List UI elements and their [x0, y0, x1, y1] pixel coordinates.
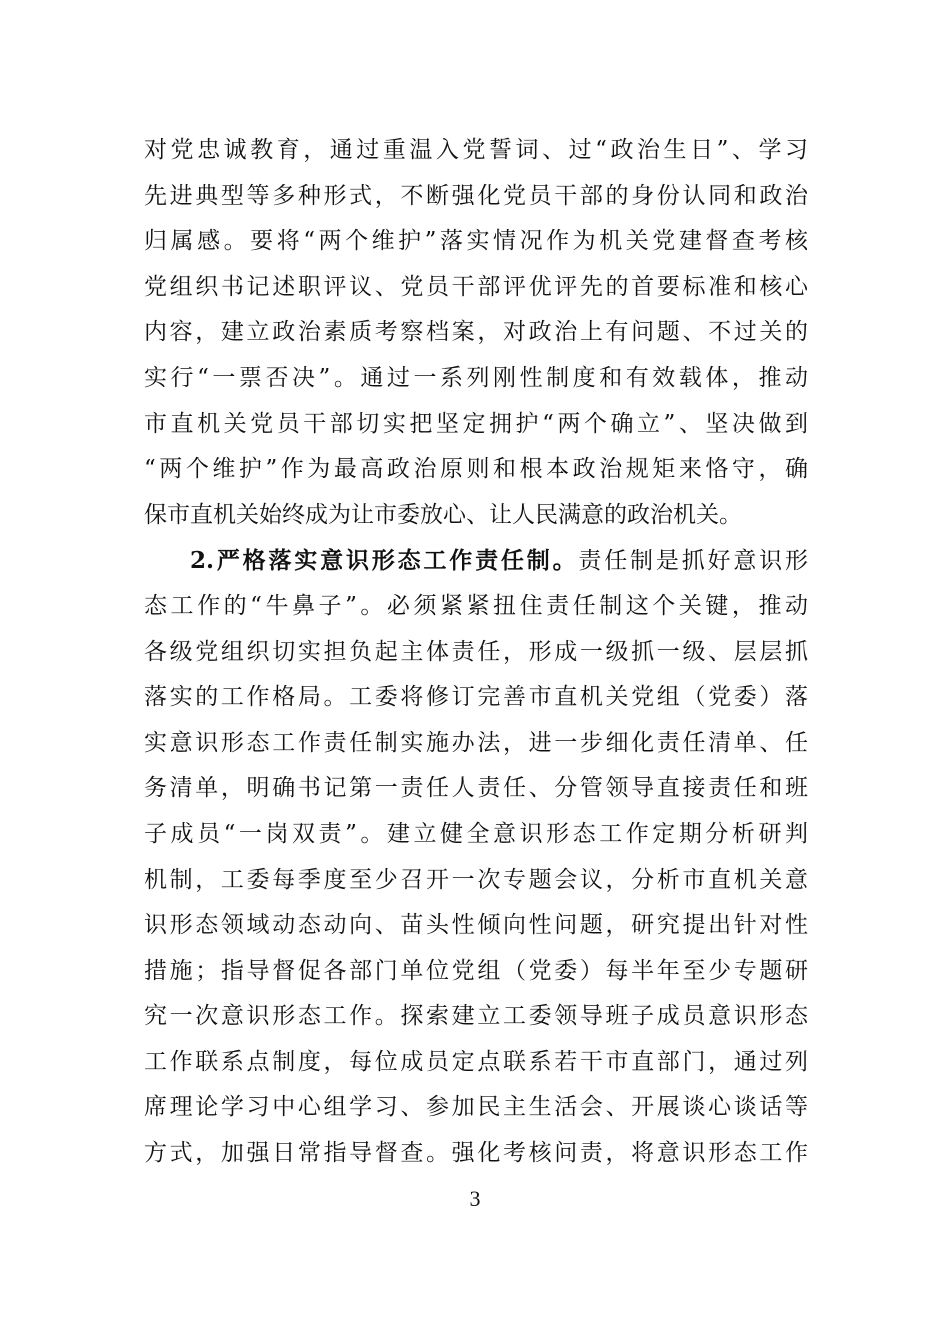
- paragraph-line: 落实的工作格局。工委将修订完善市直机关党组（党委）落: [144, 684, 808, 711]
- paragraph-line: 方式，加强日常指导督查。强化考核问责，将意识形态工作: [144, 1140, 808, 1167]
- paragraph-line: 席理论学习中心组学习、参加民主生活会、开展谈心谈话等: [144, 1094, 808, 1121]
- paragraph-line: 子成员“一岗双责”。建立健全意识形态工作定期分析研判: [144, 820, 808, 847]
- section-heading-line: [144, 538, 808, 584]
- paragraph-line: 态工作的“牛鼻子”。必须紧紧扭住责任制这个关键，推动: [144, 592, 808, 619]
- paragraph-line: 机制，工委每季度至少召开一次专题会议，分析市直机关意: [144, 866, 808, 893]
- page-number: 3: [469, 1186, 481, 1211]
- paragraph-line: 保市直机关始终成为让市委放心、让人民满意的政治机关。: [144, 501, 742, 528]
- section-heading: 2.严格落实意识形态工作责任制。: [190, 547, 579, 575]
- paragraph-line: 识形态领域动态动向、苗头性倾向性问题，研究提出针对性: [144, 912, 808, 939]
- paragraph-line: 党组织书记述职评议、党员干部评优评先的首要标准和核心: [144, 273, 808, 300]
- paragraph-line: 市直机关党员干部切实把坚定拥护“两个确立”、坚决做到: [144, 410, 808, 437]
- paragraph-line: 各级党组织切实担负起主体责任，形成一级抓一级、层层抓: [144, 638, 808, 665]
- paragraph-line: 实意识形态工作责任制实施办法，进一步细化责任清单、任: [144, 729, 808, 756]
- paragraph-line: 务清单，明确书记第一责任人责任、分管领导直接责任和班: [144, 775, 808, 802]
- paragraph-line: 实行“一票否决”。通过一系列刚性制度和有效载体，推动: [144, 364, 808, 391]
- paragraph-line: 归属感。要将“两个维护”落实情况作为机关党建督查考核: [144, 228, 808, 255]
- paragraph-line: 工作联系点制度，每位成员定点联系若干市直部门，通过列: [144, 1048, 808, 1075]
- paragraph-line: 先进典型等多种形式，不断强化党员干部的身份认同和政治: [144, 182, 808, 209]
- paragraph-line: “两个维护”作为最高政治原则和根本政治规矩来恪守，确: [144, 456, 808, 483]
- body-text: [144, 128, 808, 1177]
- paragraph-line: 对党忠诚教育，通过重温入党誓词、过“政治生日”、学习: [144, 137, 808, 163]
- paragraph-line: 措施；指导督促各部门单位党组（党委）每半年至少专题研: [144, 957, 808, 984]
- paragraph-line: 究一次意识形态工作。探索建立工委领导班子成员意识形态: [144, 1003, 808, 1030]
- section-heading-rest: 责任制是抓好意识形: [578, 548, 808, 575]
- paragraph-line: 内容，建立政治素质考察档案，对政治上有问题、不过关的: [144, 319, 808, 346]
